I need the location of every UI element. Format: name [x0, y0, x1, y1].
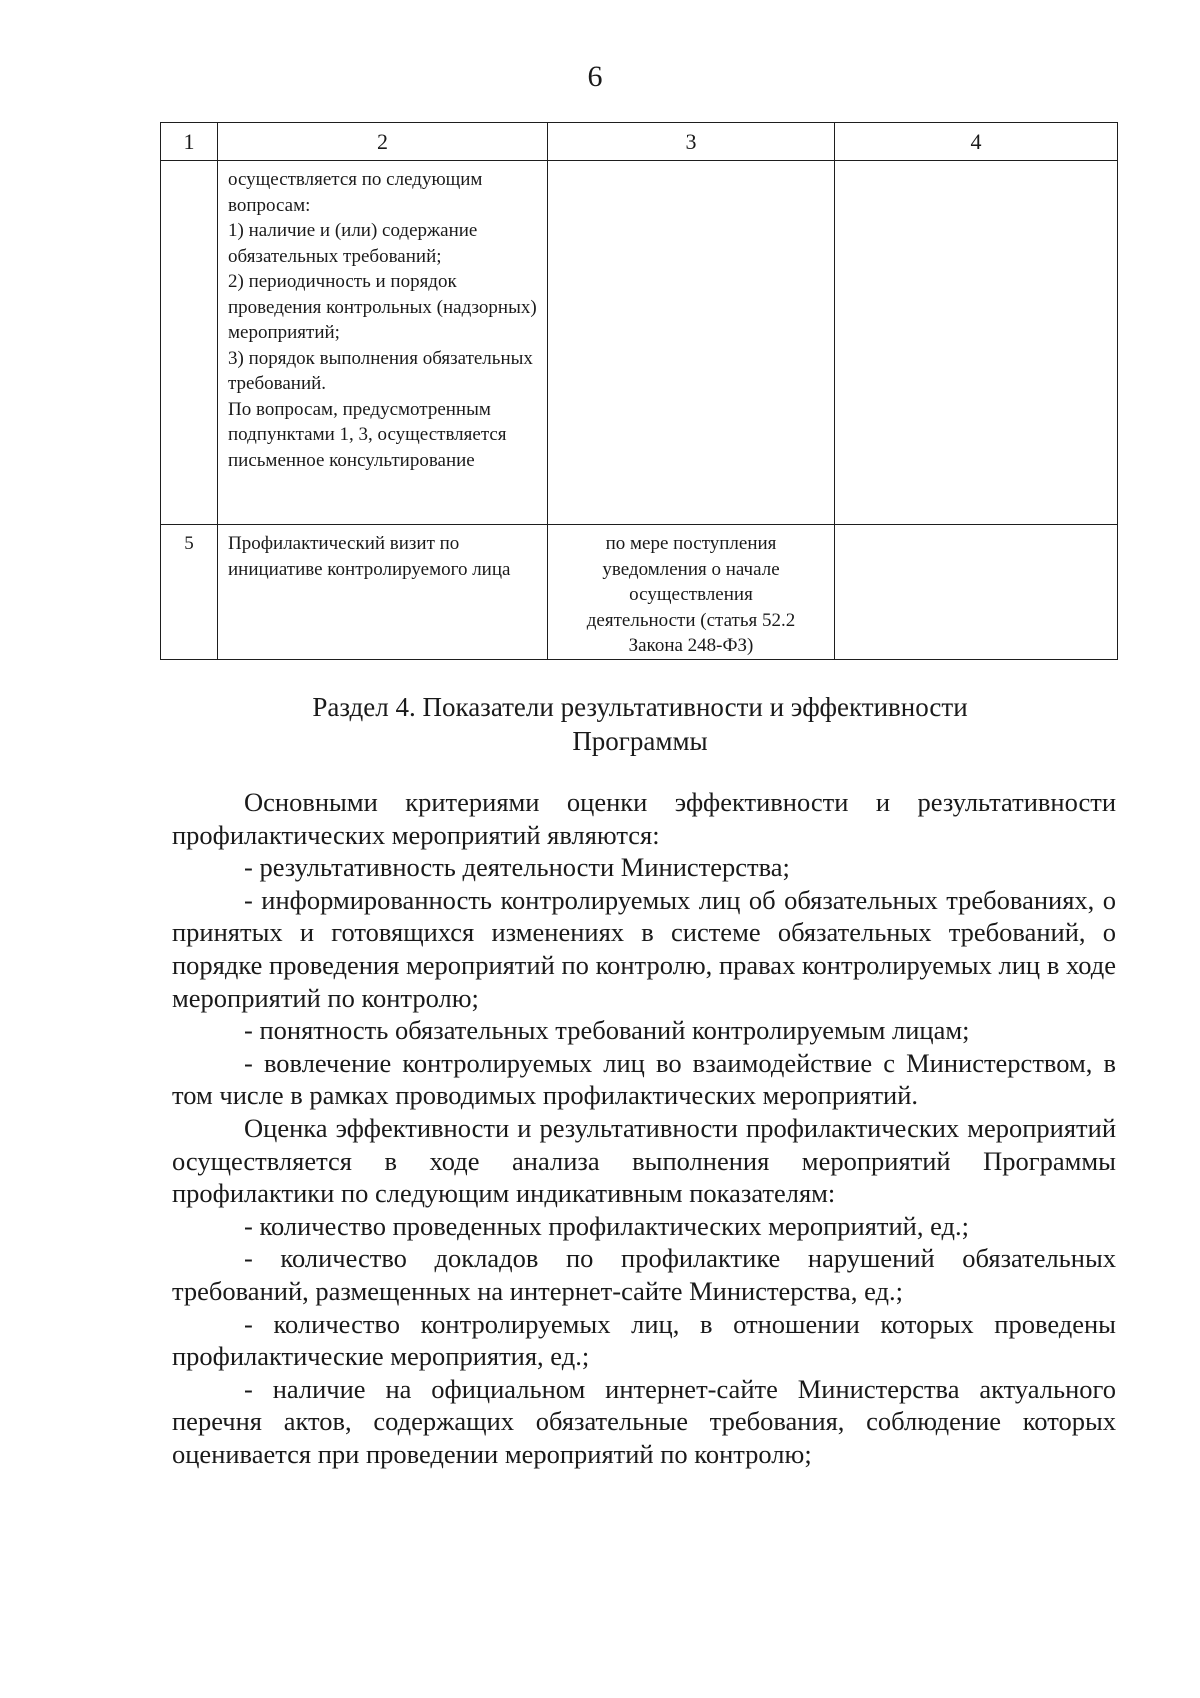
body-text [172, 786, 1116, 1470]
row-name: осуществляется по следующим вопросам: 1) наличие и (или) содержание обязательных требований; 2) периодичность и порядок проведения контрольных (надзорных) мероприятий; 3) порядок выполнения обязательных требований. По вопросам, предусмотренным подпунктами 1, 3, осуществляется письменное консультирование [228, 169, 537, 471]
header-cell-1: 1 [161, 123, 218, 161]
paragraph: - количество проведенных профилактических мероприятий, ед.; [244, 1210, 969, 1241]
row-term [548, 161, 834, 167]
row-number [161, 161, 217, 167]
row-responsible [835, 525, 1117, 531]
row-number-cell [161, 161, 218, 525]
table-row [161, 525, 1118, 660]
row-number: 5 [184, 533, 194, 554]
paragraph: - количество контролируемых лиц, в отношении которых проведены профилактические мероприятия, ед.; [172, 1308, 1116, 1372]
header-cell-3: 3 [548, 123, 835, 161]
row-term-cell [548, 525, 835, 660]
section-heading-line-1: Раздел 4. Показатели результативности и эффективности [312, 692, 968, 722]
paragraph: Основными критериями оценки эффективности и результативности профилактических мероприятий являются: [172, 787, 1116, 850]
row-number-cell [161, 525, 218, 660]
paragraph: - вовлечение контролируемых лиц во взаимодействие с Министерством, в том числе в рамках проводимых профилактических мероприятий. [172, 1047, 1116, 1111]
row-responsible-cell [835, 161, 1118, 525]
row-name-cell [218, 525, 548, 660]
section-heading-line-2: Программы [572, 726, 708, 756]
paragraph: - результативность деятельности Министерства; [244, 852, 790, 883]
paragraph: - количество докладов по профилактике нарушений обязательных требований, размещенных на интернет-сайте Министерства, ед.; [172, 1243, 1116, 1306]
header-cell-2: 2 [218, 123, 548, 161]
paragraph: - понятность обязательных требований контролируемым лицам; [244, 1015, 970, 1046]
row-name: Профилактический визит по инициативе контролируемого лица [228, 533, 511, 580]
paragraph: Оценка эффективности и результативности профилактических мероприятий осуществляется в ходе анализа выполнения мероприятий Программы профилактики по следующим индикативным показателям: [172, 1112, 1116, 1209]
section-heading [170, 690, 1110, 758]
table-header-row [161, 123, 1118, 161]
row-term-cell [548, 161, 835, 525]
activities-table [160, 122, 1118, 660]
row-responsible [835, 161, 1117, 167]
page-number: 6 [587, 60, 603, 93]
paragraph: - информированность контролируемых лиц об обязательных требованиях, о принятых и готовящихся изменениях в системе обязательных требований, о порядке проведения мероприятий по контролю, правах контролируемых лиц в ходе мероприятий по контролю; [172, 884, 1116, 1013]
row-name-cell [218, 161, 548, 525]
row-term: по мере поступления уведомления о начале осуществления деятельности (статья 52.2 Закона 248-ФЗ) [586, 533, 796, 656]
header-cell-4: 4 [835, 123, 1118, 161]
paragraph: - наличие на официальном интернет-сайте Министерства актуального перечня актов, содержащих обязательные требования, соблюдение которых оценивается при проведении мероприятий по контролю; [172, 1373, 1116, 1469]
row-responsible-cell [835, 525, 1118, 660]
table-row [161, 161, 1118, 525]
